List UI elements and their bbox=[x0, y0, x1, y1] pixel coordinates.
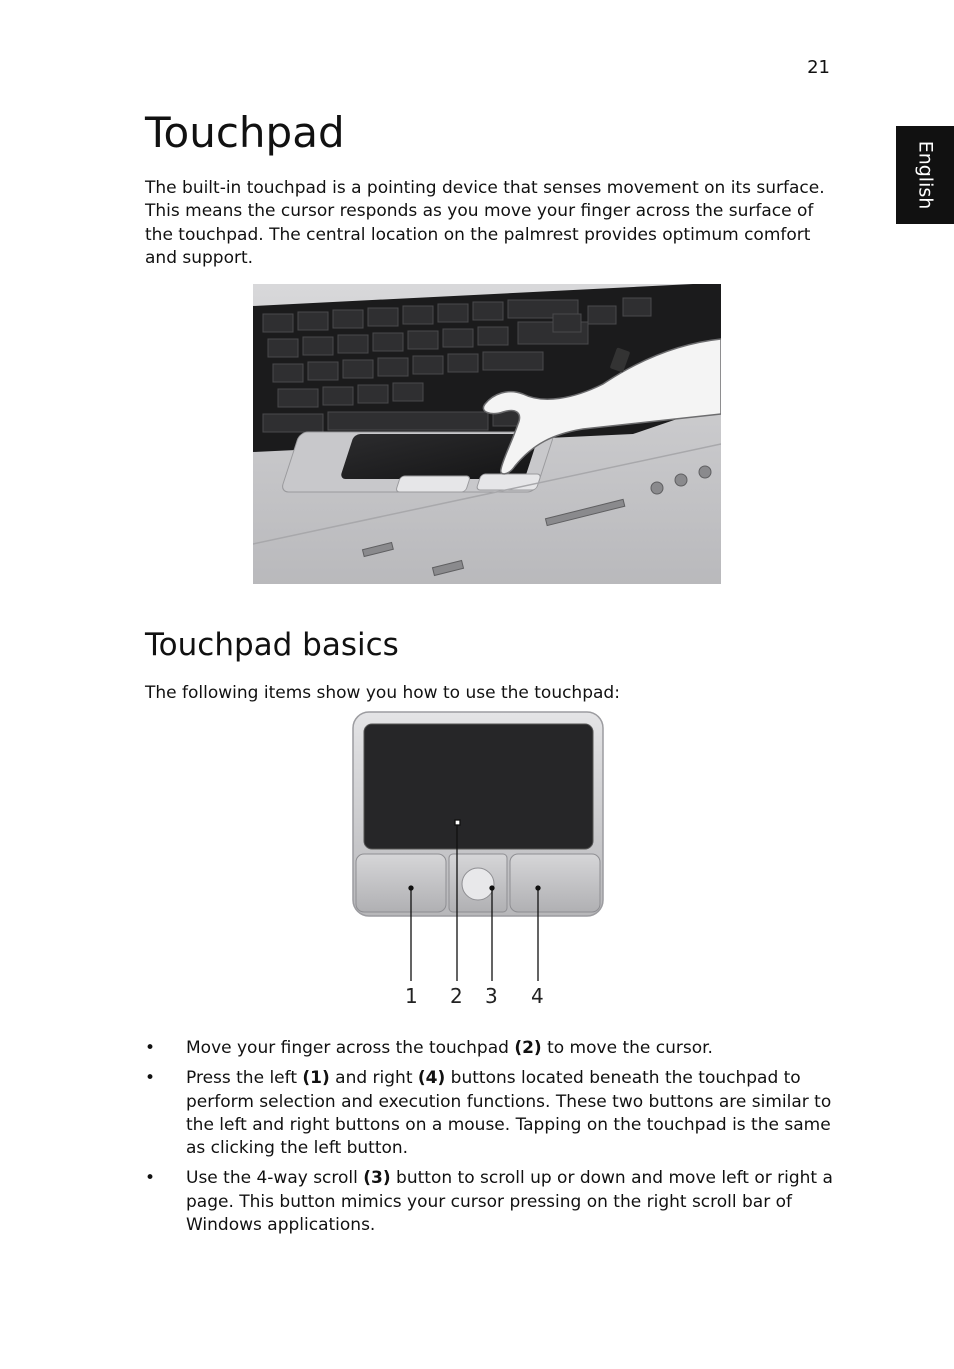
right-button bbox=[510, 854, 600, 912]
bullet-symbol: • bbox=[145, 1038, 156, 1058]
list-item bbox=[145, 1037, 835, 1060]
reference-number: (2) bbox=[514, 1038, 542, 1058]
touchpad-diagram bbox=[345, 708, 610, 1013]
reference-number: (4) bbox=[417, 1068, 446, 1089]
callout-label-1: 1 bbox=[405, 984, 418, 1008]
left-button bbox=[356, 854, 446, 912]
callout-label-4: 4 bbox=[531, 984, 544, 1008]
section-lead: The following items show you how to use the touchpad: bbox=[145, 683, 620, 703]
list-item-text: Press the left bbox=[186, 1068, 303, 1089]
reference-number: (1) bbox=[302, 1068, 330, 1089]
list-item-text: Move your finger across the touchpad bbox=[186, 1038, 515, 1058]
laptop-touchpad-photo bbox=[253, 284, 721, 584]
list-item-text: button to scroll up or down and move left or right a page. This button mimics your cursor pressing on the right scroll bar of Windows applications. bbox=[186, 1168, 833, 1236]
intro-paragraph: The built-in touchpad is a pointing device that senses movement on its surface. This means the cursor responds as you move your finger across the surface of the touchpad. The central location on the palmrest provides optimum comfort and support. bbox=[145, 178, 825, 268]
list-item-text: to move the cursor. bbox=[541, 1038, 713, 1058]
list-item-text: and right bbox=[329, 1068, 418, 1089]
language-tab-label: English bbox=[914, 140, 937, 210]
page-number: 21 bbox=[807, 57, 830, 78]
language-tab bbox=[896, 126, 954, 224]
touchpad-surface bbox=[364, 724, 593, 849]
reference-number: (3) bbox=[363, 1168, 391, 1189]
usage-list bbox=[145, 1037, 835, 1244]
callout-label-2: 2 bbox=[450, 984, 463, 1008]
list-item-text: buttons located beneath the touchpad to perform selection and execution functions. These two buttons are similar to the left and right buttons on a mouse. Tapping on the touchpad is the same as clicking the left button. bbox=[186, 1068, 832, 1159]
list-item-text: Use the 4-way scroll bbox=[186, 1168, 364, 1189]
scroll-button bbox=[462, 868, 494, 900]
bullet-symbol: • bbox=[145, 1168, 156, 1189]
list-item bbox=[145, 1067, 835, 1160]
callout-label-3: 3 bbox=[485, 984, 498, 1008]
section-title: Touchpad basics bbox=[145, 627, 399, 663]
list-item bbox=[145, 1167, 835, 1237]
bullet-symbol: • bbox=[145, 1068, 156, 1089]
page-title: Touchpad bbox=[145, 108, 345, 157]
